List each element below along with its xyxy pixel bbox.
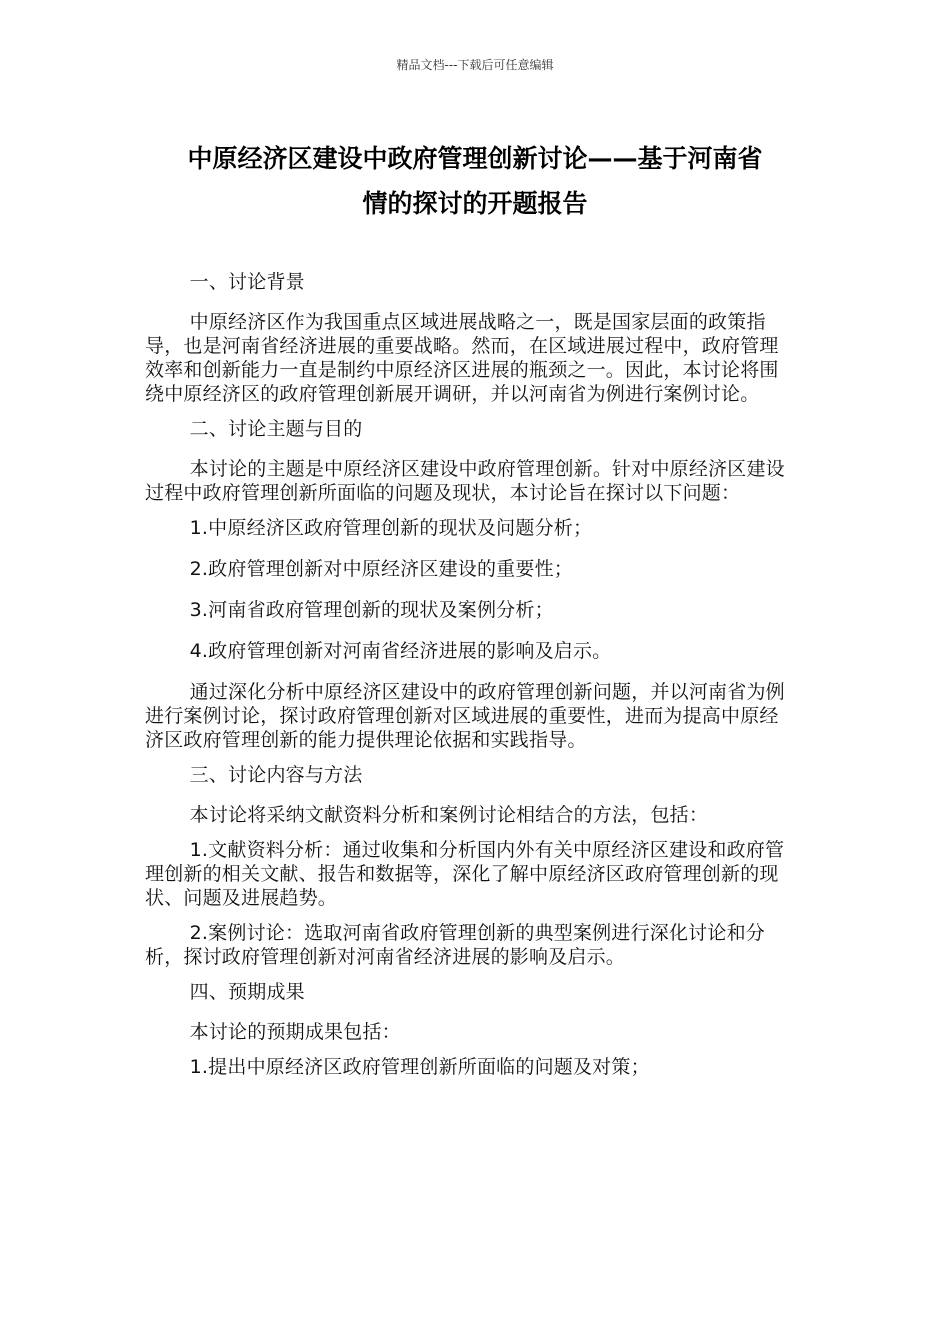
page-header: 精品文档---下载后可任意编辑 [396, 58, 554, 72]
list-item: 3.河南省政府管理创新的现状及案例分析； [189, 599, 554, 621]
document-body [145, 270, 795, 1096]
paragraph-purpose: 通过深化分析中原经济区建设中的政府管理创新问题，并以河南省为例进行案例讨论，探讨政府管理创新对区域进展的重要性，进而为提高中原经济区政府管理创新的能力提供理论依据和实践指导。 [145, 681, 785, 751]
document-title [140, 136, 810, 226]
paragraph-topic: 本讨论的主题是中原经济区建设中政府管理创新。针对中原经济区建设过程中政府管理创新所面临的问题及现状，本讨论旨在探讨以下问题： [145, 458, 785, 504]
list-item: 1.提出中原经济区政府管理创新所面临的问题及对策； [189, 1056, 650, 1078]
section-heading-background: 一、讨论背景 [189, 271, 305, 293]
list-item: 1.文献资料分析：通过收集和分析国内外有关中原经济区建设和政府管理创新的相关文献、报告和数据等，深化了解中原经济区政府管理创新的现状、问题及进展趋势。 [145, 839, 785, 909]
list-item: 4.政府管理创新对河南省经济进展的影响及启示。 [189, 640, 612, 662]
title-line-2: 情的探讨的开题报告 [362, 189, 588, 218]
paragraph-results: 本讨论的预期成果包括： [189, 1021, 401, 1043]
list-item: 2.政府管理创新对中原经济区建设的重要性； [189, 558, 573, 580]
list-item: 1.中原经济区政府管理创新的现状及问题分析； [189, 517, 593, 539]
paragraph-background: 中原经济区作为我国重点区域进展战略之一，既是国家层面的政策指导，也是河南省经济进展的重要战略。然而，在区域进展过程中，政府管理效率和创新能力一直是制约中原经济区进展的瓶颈之一。因此，本讨论将围绕中原经济区的政府管理创新展开调研，并以河南省为例进行案例讨论。 [145, 311, 779, 405]
title-line-1: 中原经济区建设中政府管理创新讨论——基于河南省 [187, 144, 763, 173]
section-heading-topic-purpose: 二、讨论主题与目的 [189, 418, 363, 440]
section-heading-expected-results: 四、预期成果 [189, 981, 305, 1003]
list-item: 2.案例讨论：选取河南省政府管理创新的典型案例进行深化讨论和分析，探讨政府管理创新对河南省经济进展的影响及启示。 [145, 922, 765, 968]
section-heading-content-method: 三、讨论内容与方法 [189, 764, 363, 786]
paragraph-method: 本讨论将采纳文献资料分析和案例讨论相结合的方法，包括： [189, 804, 709, 826]
